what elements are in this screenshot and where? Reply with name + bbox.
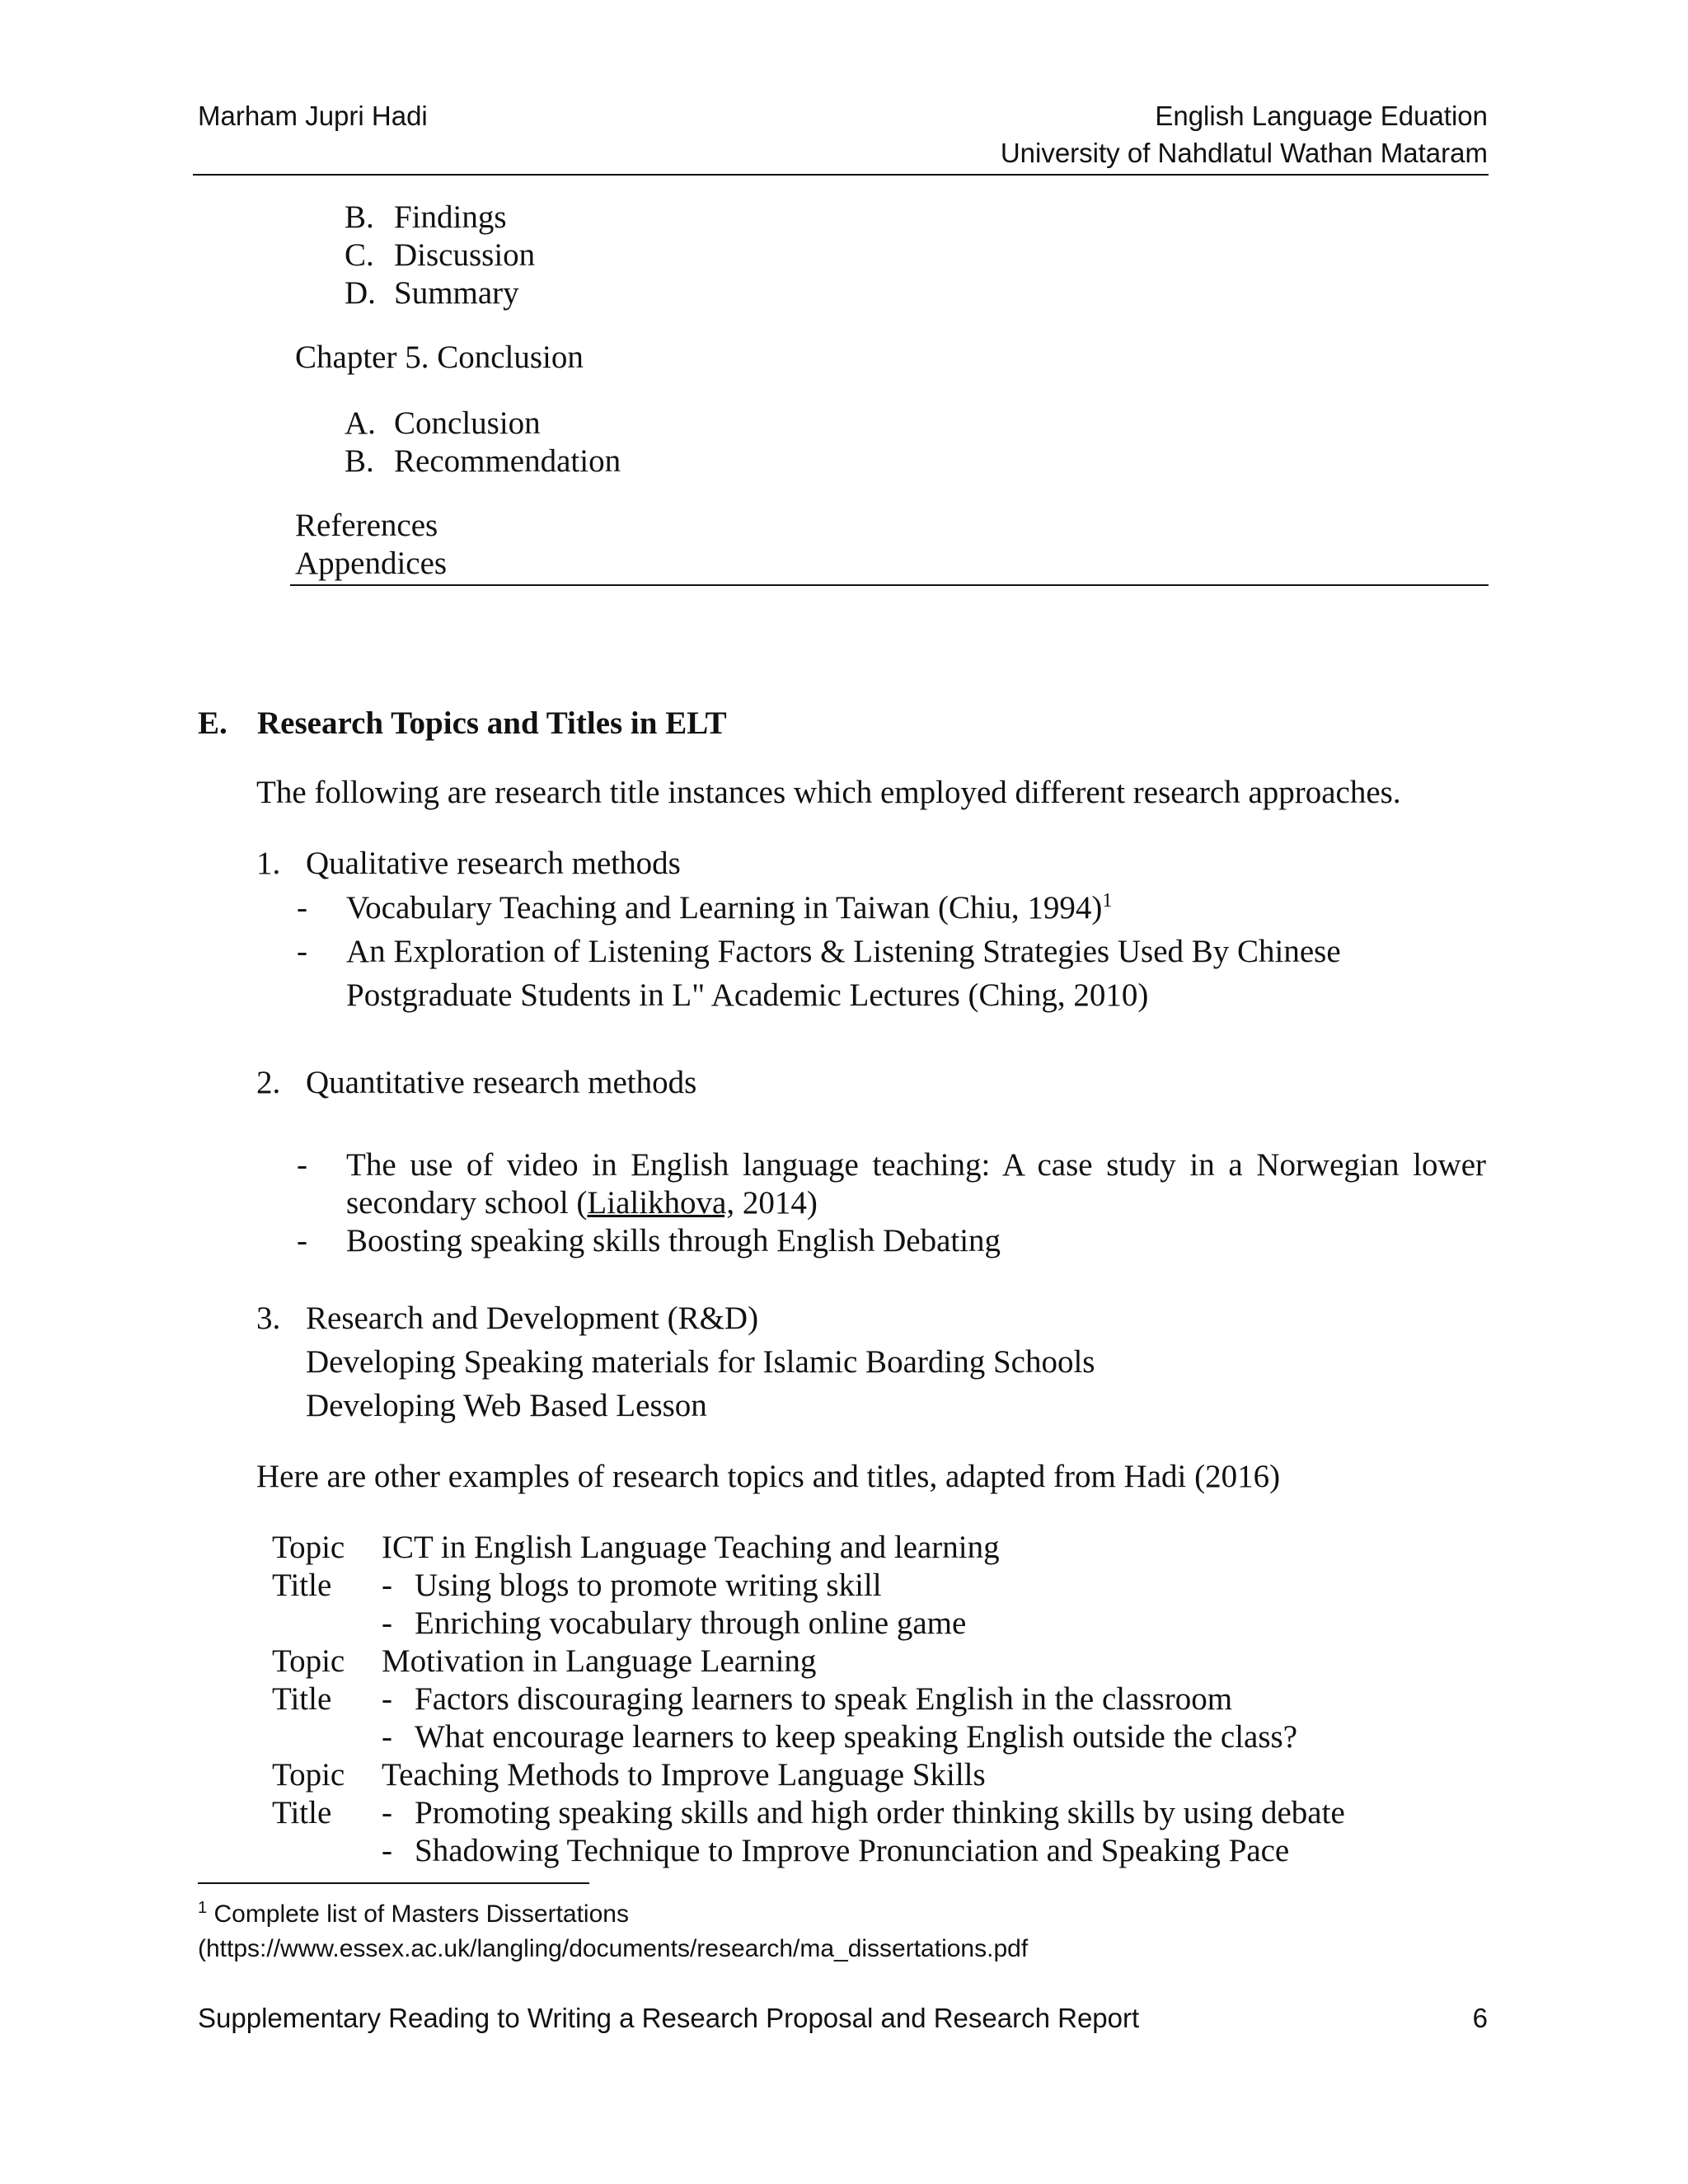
quantitative-item-1: The use of video in English language teaching: A case study in a Norwegian lower [346, 1147, 1486, 1183]
outline-bottom-rule [290, 584, 1489, 586]
header-university: University of Nahdlatul Wathan Mataram [1000, 138, 1488, 168]
list-number: 3. [256, 1301, 281, 1336]
section-intro: The following are research title instances which employed different research approaches. [256, 775, 1401, 810]
dash-bullet: - [382, 1605, 392, 1641]
title-label: Title [272, 1568, 332, 1603]
title-label: Title [272, 1795, 332, 1830]
title-text: Factors discouraging learners to speak English in the classroom [415, 1681, 1233, 1717]
outline-item-letter: B. [345, 443, 374, 479]
outline-item-discussion: Discussion [394, 237, 536, 273]
outline-item-letter: B. [345, 199, 374, 235]
topic-label: Topic [272, 1643, 345, 1679]
outline-item-summary: Summary [394, 275, 519, 311]
title-text: What encourage learners to keep speaking English outside the class? [415, 1719, 1298, 1755]
qualitative-item-2-cont: Postgraduate Students in L" Academic Lectures (Ching, 2010) [346, 977, 1149, 1013]
footnote-ref[interactable]: 1 [1102, 890, 1113, 912]
rnd-item-2: Developing Web Based Lesson [306, 1388, 707, 1423]
topic-label: Topic [272, 1530, 345, 1565]
title-text: Enriching vocabulary through online game [415, 1605, 967, 1641]
title-text: Shadowing Technique to Improve Pronunciation and Speaking Pace [415, 1833, 1290, 1868]
dash-bullet: - [297, 1147, 307, 1183]
outline-item-letter: D. [345, 275, 376, 311]
qualitative-label: Qualitative research methods [306, 846, 681, 881]
qualitative-item-1: Vocabulary Teaching and Learning in Taiwan (Chiu, 1994)$^1$ [346, 890, 1113, 926]
footer-title: Supplementary Reading to Writing a Research Proposal and Research Report [198, 2003, 1140, 2033]
outline-appendices: Appendices [295, 546, 448, 581]
rnd-item-1: Developing Speaking materials for Islamic Boarding Schools [306, 1344, 1095, 1380]
outline-item-letter: A. [345, 405, 376, 441]
header-program: English Language Eduation [1155, 101, 1488, 131]
list-number: 1. [256, 846, 281, 881]
dash-bullet: - [382, 1568, 392, 1603]
dash-bullet: - [382, 1795, 392, 1830]
examples-intro: Here are other examples of research topics and titles, adapted from Hadi (2016) [256, 1459, 1281, 1494]
outline-item-letter: C. [345, 237, 374, 273]
outline-item-findings: Findings [394, 199, 507, 235]
topic-label: Topic [272, 1757, 345, 1793]
header-author: Marham Jupri Hadi [198, 101, 428, 131]
qualitative-item-2: An Exploration of Listening Factors & Listening Strategies Used By Chinese [346, 934, 1341, 969]
outline-item-recommendation: Recommendation [394, 443, 621, 479]
quantitative-item-2: Boosting speaking skills through English Debating [346, 1223, 1001, 1258]
outline-chapter5-title: Chapter 5. Conclusion [295, 340, 584, 375]
dash-bullet: - [297, 890, 307, 926]
title-text: Promoting speaking skills and high order thinking skills by using debate [415, 1795, 1345, 1830]
quantitative-label: Quantitative research methods [306, 1065, 697, 1100]
dash-bullet: - [297, 1223, 307, 1258]
rnd-label: Research and Development (R&D) [306, 1301, 759, 1336]
section-letter: E. [198, 705, 227, 741]
section-heading: Research Topics and Titles in ELT [257, 705, 727, 741]
dash-bullet: - [382, 1681, 392, 1717]
page-number: 6 [1472, 2003, 1488, 2033]
title-label: Title [272, 1681, 332, 1717]
list-number: 2. [256, 1065, 281, 1100]
author-link[interactable]: Lialikhova, [587, 1185, 735, 1221]
footnote-separator [198, 1882, 589, 1884]
topic-text: Teaching Methods to Improve Language Skills [382, 1757, 986, 1793]
title-text: Using blogs to promote writing skill [415, 1568, 882, 1603]
quantitative-item-1-cont: secondary school (Lialikhova, 2014) [346, 1185, 818, 1221]
topic-text: ICT in English Language Teaching and learning [382, 1530, 1000, 1565]
outline-item-conclusion: Conclusion [394, 405, 541, 441]
footnote-line-1: $^1$ Complete list of Masters Dissertations [198, 1899, 629, 1928]
outline-references: References [295, 508, 438, 543]
header-rule [193, 174, 1489, 176]
dash-bullet: - [297, 934, 307, 969]
topic-text: Motivation in Language Learning [382, 1643, 817, 1679]
dash-bullet: - [382, 1833, 392, 1868]
dash-bullet: - [382, 1719, 392, 1755]
footnote-url[interactable]: (https://www.essex.ac.uk/langling/documents/research/ma_dissertations.pdf [198, 1935, 1029, 1962]
